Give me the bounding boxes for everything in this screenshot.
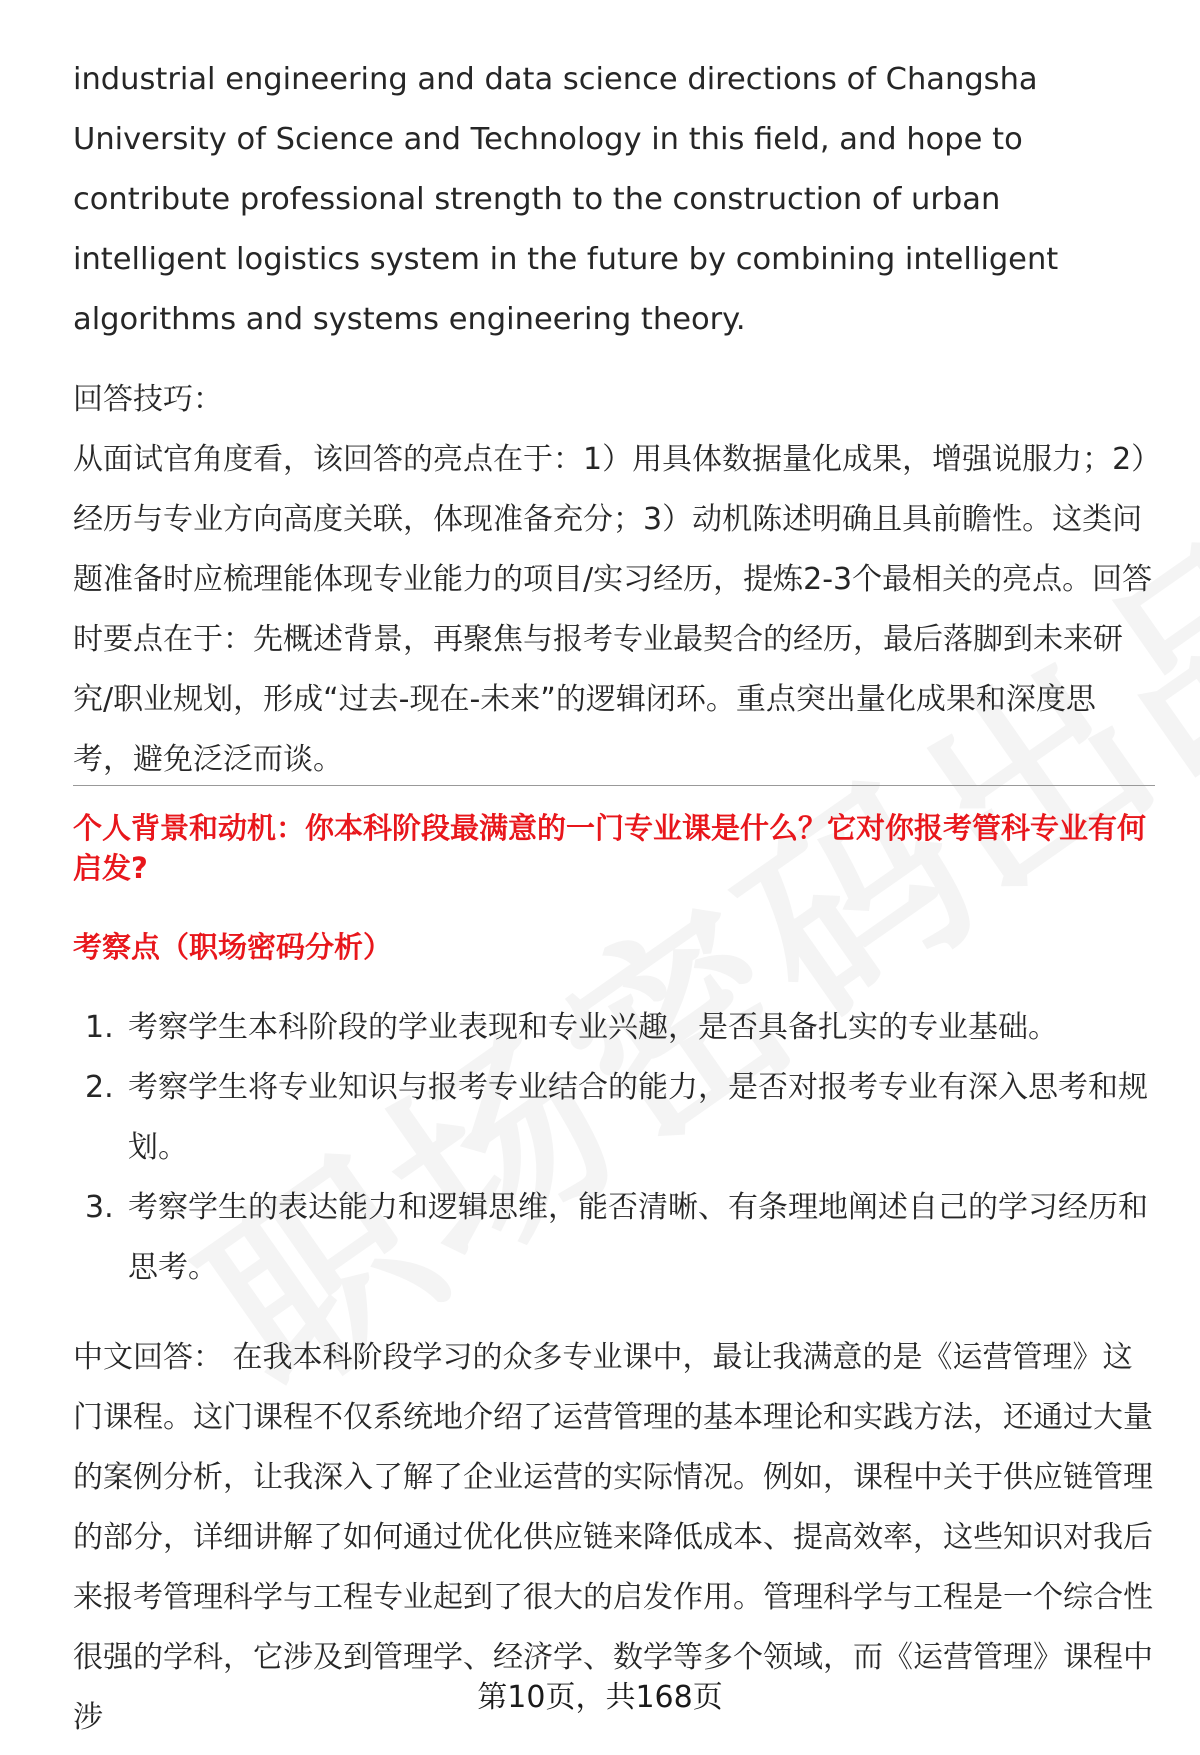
list-item-number: 1. [85,1010,114,1045]
list-item [73,998,1153,1058]
list-item-number: 2. [85,1070,114,1105]
page-number-footer: 第10页，共168页 [477,1680,723,1715]
list-item [73,1178,1153,1298]
document-body [73,0,1153,790]
assessment-points-heading: 考察点（职场密码分析） [73,930,393,964]
tips-title: 回答技巧： [73,382,223,417]
list-item-text: 考察学生将专业知识与报考专业结合的能力，是否对报考专业有深入思考和规划。 [128,1070,1148,1165]
english-answer-paragraph: industrial engineering and data science directions of Changsha University of Science and Technology in this field, and hope to contribute professional strength to the construction of urban intelligent logistics system in the future by combining intelligent algorithms and systems engineering theory. [73,62,1059,337]
tips-body: 从面试官角度看，该回答的亮点在于：1）用具体数据量化成果，增强说服力；2）经历与专业方向高度关联，体现准备充分；3）动机陈述明确且具前瞻性。这类问题准备时应梳理能体现专业能力的项目/实习经历，提炼2-3个最相关的亮点。回答时要点在于：先概述背景，再聚焦与报考专业最契合的经历，最后落脚到未来研究/职业规划，形成“过去-现在-未来”的逻辑闭环。重点突出量化成果和深度思考，避免泛泛而谈。 [73,442,1153,777]
list-item [73,1058,1153,1178]
list-item-number: 3. [85,1190,114,1225]
question-heading: 个人背景和动机：你本科阶段最满意的一门专业课是什么？它对你报考管科专业有何启发? [73,811,1147,885]
list-item-text: 考察学生的表达能力和逻辑思维，能否清晰、有条理地阐述自己的学习经历和思考。 [128,1190,1148,1285]
assessment-points-list [73,998,1153,1298]
chinese-answer-paragraph: 中文回答： 在我本科阶段学习的众多专业课中，最让我满意的是《运营管理》这门课程。这门课程不仅系统地介绍了运营管理的基本理论和实践方法，还通过大量的案例分析，让我深入了解了企业运营的实际情况。例如，课程中关于供应链管理的部分，详细讲解了如何通过优化供应链来降低成本、提高效率，这些知识对我后来报考管理科学与工程专业起到了很大的启发作用。管理科学与工程是一个综合性很强的学科，它涉及到管理学、经济学、数学等多个领域，而《运营管理》课程中涉 [73,1340,1153,1735]
section-divider [73,785,1155,786]
list-item-text: 考察学生本科阶段的学业表现和专业兴趣，是否具备扎实的专业基础。 [128,1010,1058,1045]
